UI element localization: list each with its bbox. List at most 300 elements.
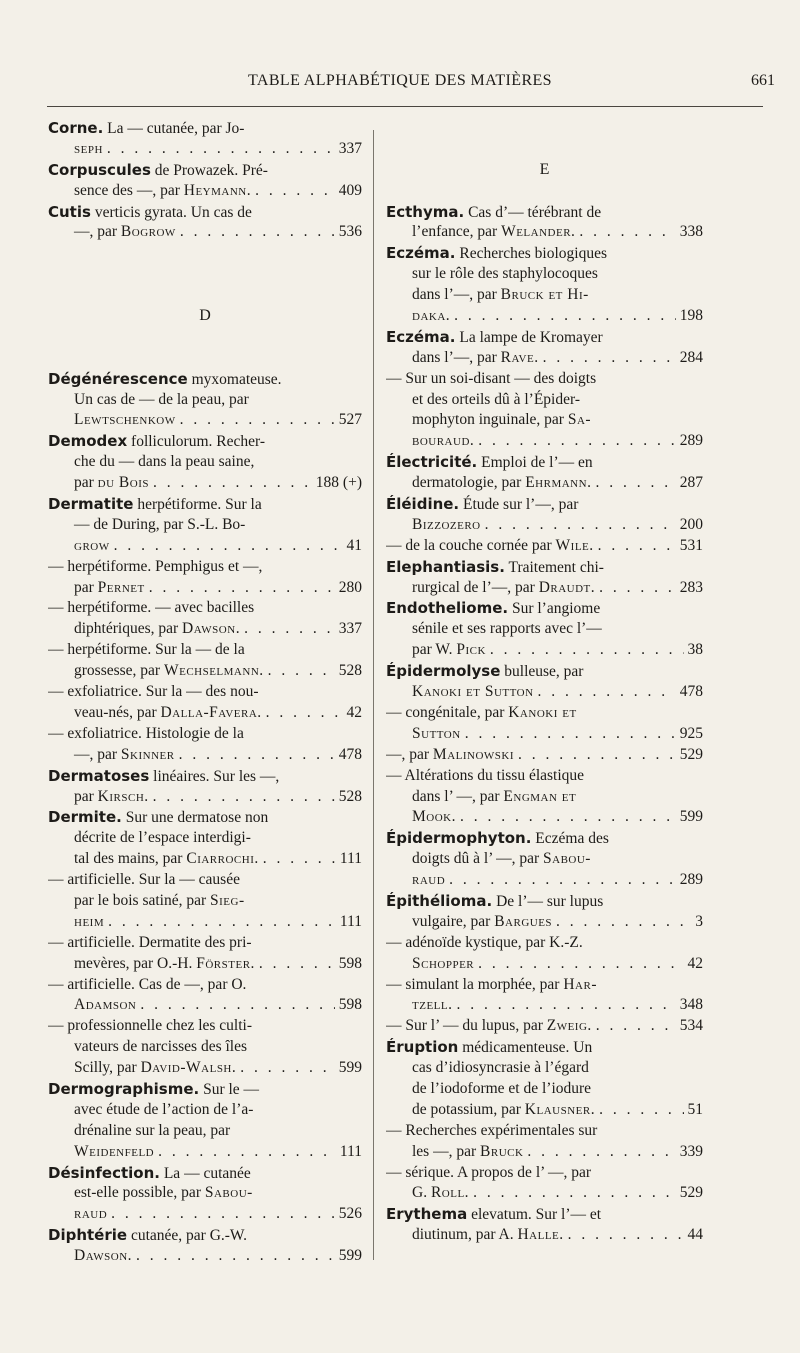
- index-entry: [386, 452, 703, 494]
- entry-body-text: linéaires. Sur les —,: [149, 767, 280, 785]
- dot-leader: [595, 473, 675, 494]
- entry-line: [386, 306, 703, 327]
- index-entry: [386, 598, 703, 661]
- entry-page-number: 599: [338, 1247, 362, 1265]
- entry-text: [48, 1225, 247, 1246]
- section-gap: [386, 118, 703, 139]
- entry-text: [412, 348, 539, 369]
- entry-text: [48, 640, 245, 661]
- entry-body-text: dans l’ —, par: [412, 787, 504, 805]
- entry-line: [386, 1142, 703, 1163]
- entry-line: [48, 787, 362, 808]
- entry-body-text: myxomateuse.: [187, 370, 282, 388]
- entry-author: Kanoki et Sutton: [412, 683, 534, 701]
- entry-page-number: 188 (+): [315, 474, 362, 492]
- entry-body-text: par: [74, 474, 98, 492]
- index-entry: [386, 1037, 703, 1121]
- index-entry: [48, 160, 362, 202]
- entry-headword: Ecthyma.: [386, 202, 465, 221]
- index-entry: [48, 1225, 362, 1267]
- entry-headword: Épidermophyton.: [386, 829, 532, 848]
- dot-leader: [263, 849, 336, 870]
- entry-line: [48, 536, 362, 557]
- entry-text: [412, 431, 474, 452]
- dot-leader: [478, 954, 683, 975]
- entry-body-text: l’enfance, par: [412, 223, 502, 241]
- entry-text: [412, 473, 591, 494]
- entry-page-number: 337: [338, 139, 362, 157]
- entry-body-text: — artificielle. Cas de —, par O.: [48, 975, 247, 993]
- entry-line: [386, 348, 703, 369]
- entry-page-number: 111: [339, 912, 362, 930]
- entry-page-number: 111: [339, 850, 362, 868]
- index-entry: [386, 1121, 703, 1163]
- right-entries: [386, 202, 703, 1247]
- entry-body-text: elevatum. Sur l’— et: [467, 1206, 602, 1224]
- entry-line: [386, 703, 703, 724]
- dot-leader: [579, 222, 675, 243]
- entry-text: [386, 243, 607, 264]
- index-entry: [48, 682, 362, 724]
- entry-text: [412, 640, 486, 661]
- section-letter-e: E: [539, 160, 550, 178]
- index-entry: [386, 369, 703, 453]
- entry-body-text: par: [74, 578, 98, 596]
- entry-body-text: dans l’—, par: [412, 286, 501, 304]
- entry-page-number: 529: [679, 745, 703, 763]
- entry-text: [386, 1204, 601, 1225]
- entry-body-text: Sur une dermatose non: [121, 809, 269, 827]
- dot-leader: [460, 807, 676, 828]
- entry-text: [48, 598, 254, 619]
- entry-text: [386, 327, 603, 348]
- header-rule: [47, 106, 763, 107]
- left-column: [48, 118, 362, 1267]
- entry-author: Lewtschenkow: [74, 411, 176, 429]
- index-entry: [48, 557, 362, 599]
- entry-text: [74, 390, 249, 411]
- entry-text: [412, 954, 474, 975]
- entry-body-text: de l’iodoforme et de l’iodure: [412, 1079, 592, 1097]
- entry-line: [386, 431, 703, 452]
- entry-author: grow: [74, 536, 110, 554]
- entry-body-text: cutanée, par G.-W.: [127, 1227, 248, 1245]
- entry-text: [74, 1204, 107, 1225]
- dot-leader: [108, 912, 336, 933]
- entry-body-text: che du — dans la peau saine,: [74, 453, 255, 471]
- entry-body-text: herpétiforme. Sur la: [133, 496, 262, 514]
- entry-body-text: La lampe de Kromayer: [455, 328, 603, 346]
- dot-leader: [255, 181, 335, 202]
- index-entry: [48, 933, 362, 975]
- entry-body-text: grossesse, par: [74, 662, 164, 680]
- entry-body-text: Étude sur l’—, par: [459, 496, 579, 514]
- entry-text: [386, 933, 583, 954]
- dot-leader: [111, 1204, 335, 1225]
- entry-author: Ehrmann.: [525, 474, 592, 492]
- entry-text: [386, 828, 609, 849]
- entry-body-text: folliculorum. Recher-: [127, 433, 266, 451]
- entry-page-number: 44: [687, 1226, 703, 1244]
- left-entries-top: [48, 118, 362, 243]
- entry-headword: Épithélioma.: [386, 891, 493, 910]
- section-gap: [48, 264, 362, 285]
- dot-leader: [259, 954, 335, 975]
- entry-line: [386, 390, 703, 411]
- entry-line: [386, 975, 703, 996]
- running-title: TABLE ALPHABÉTIQUE DES MATIÈRES: [247, 72, 552, 89]
- entry-text: [74, 452, 254, 473]
- section-gap: [48, 243, 362, 264]
- entry-body-text: de potassium, par: [412, 1100, 525, 1118]
- entry-body-text: Un cas de — de la peau, par: [74, 390, 249, 408]
- entry-line: [48, 954, 362, 975]
- entry-page-number: 284: [679, 348, 703, 366]
- entry-line: [386, 745, 703, 766]
- entry-line: [386, 578, 703, 599]
- entry-line: [48, 410, 362, 431]
- entry-body-text: dans l’—, par: [412, 348, 501, 366]
- entry-line: [48, 557, 362, 578]
- entry-body-text: tal des mains, par: [74, 850, 187, 868]
- entry-body-text: — exfoliatrice. Histologie de la: [48, 724, 244, 742]
- entry-body-text: par: [74, 787, 98, 805]
- dot-leader: [158, 1142, 336, 1163]
- dot-leader: [599, 1100, 683, 1121]
- entry-line: [48, 1204, 362, 1225]
- entry-text: [48, 118, 244, 139]
- index-entry: [386, 828, 703, 891]
- entry-page-number: 348: [679, 996, 703, 1014]
- entry-text: [74, 1183, 253, 1204]
- entry-headword: Endotheliome.: [386, 599, 509, 618]
- entry-author: tzell.: [412, 996, 453, 1014]
- entry-page-number: 536: [338, 223, 362, 241]
- entry-body-text: La — cutanée, par Jo-: [103, 120, 245, 137]
- entry-line: [386, 369, 703, 390]
- entry-line: [48, 1246, 362, 1267]
- entry-body-text: — herpétiforme. — avec bacilles: [48, 599, 255, 617]
- entry-headword: Erythema: [386, 1205, 468, 1224]
- entry-text: [412, 870, 445, 891]
- entry-body-text: Sur l’angiome: [508, 600, 601, 618]
- entry-text: [74, 891, 245, 912]
- entry-body-text: vulgaire, par: [412, 912, 495, 930]
- entry-page-number: 38: [687, 641, 703, 659]
- entry-line: [386, 1016, 703, 1037]
- entry-author: Sieg-: [210, 891, 245, 909]
- entry-page-number: 598: [338, 996, 362, 1014]
- entry-line: [48, 661, 362, 682]
- entry-author: Skinner: [120, 745, 175, 763]
- section-gap: [386, 139, 703, 160]
- entry-text: [74, 222, 176, 243]
- entry-body-text: bulleuse, par: [500, 663, 584, 681]
- entry-text: [386, 452, 593, 473]
- entry-text: [412, 578, 595, 599]
- entry-text: [412, 724, 461, 745]
- entry-text: [48, 494, 262, 515]
- entry-headword: Désinfection.: [48, 1163, 160, 1182]
- entry-author: Heymann.: [183, 181, 252, 199]
- entry-headword: Éléidine.: [386, 495, 460, 514]
- index-entry: [386, 703, 703, 745]
- entry-author: daka.: [412, 307, 451, 325]
- entry-text: [412, 787, 576, 808]
- entry-text: [74, 473, 149, 494]
- entry-body-text: — de During, par S.-L. Bo-: [74, 515, 246, 533]
- entry-line: [386, 1079, 703, 1100]
- entry-text: [386, 202, 601, 223]
- entry-text: [48, 431, 265, 452]
- page-header: [0, 0, 800, 112]
- entry-line: [386, 557, 703, 578]
- entry-line: [48, 619, 362, 640]
- entry-line: [386, 536, 703, 557]
- entry-text: [74, 536, 110, 557]
- entry-author: bouraud.: [412, 432, 475, 450]
- entry-line: [386, 473, 703, 494]
- entry-author: Schopper: [412, 954, 475, 972]
- dot-leader: [179, 745, 335, 766]
- entry-author: Bargues: [494, 912, 553, 930]
- entry-body-text: verticis gyrata. Un cas de: [90, 203, 252, 221]
- dot-leader: [598, 536, 676, 557]
- entry-headword: Dermatoses: [48, 766, 150, 785]
- entry-text: [386, 1163, 591, 1184]
- dot-leader: [568, 1225, 684, 1246]
- entry-body-text: — de la couche cornée par: [386, 536, 556, 554]
- entry-line: [48, 1142, 362, 1163]
- entry-author: Dalla-Favera.: [160, 703, 262, 721]
- entry-body-text: Cas d’— térébrant de: [464, 203, 602, 221]
- entry-author: Wechselmann.: [163, 662, 264, 680]
- entry-page-number: 42: [346, 703, 362, 721]
- entry-headword: Corne.: [48, 119, 104, 137]
- dot-leader: [527, 1142, 675, 1163]
- entry-text: [386, 1121, 597, 1142]
- dot-leader: [556, 912, 691, 933]
- entry-page-number: 531: [679, 536, 703, 554]
- entry-body-text: avec étude de l’action de l’a-: [74, 1100, 254, 1118]
- entry-line: [48, 1016, 362, 1037]
- entry-body-text: décrite de l’espace interdigi-: [74, 829, 251, 847]
- entry-body-text: — herpétiforme. Pemphigus et —,: [48, 557, 263, 575]
- dot-leader: [140, 995, 334, 1016]
- entry-author: Malinowski: [432, 745, 515, 763]
- entry-headword: Diphtérie: [48, 1226, 128, 1245]
- entry-body-text: sénile et ses rapports avec l’—: [412, 620, 602, 638]
- entry-text: [48, 1163, 251, 1184]
- index-entry: [48, 1016, 362, 1079]
- dot-leader: [456, 995, 675, 1016]
- entry-author: Bruck: [480, 1142, 524, 1160]
- entry-text: [74, 619, 240, 640]
- entry-body-text: Emploi de l’— en: [477, 454, 593, 472]
- entry-line: [386, 515, 703, 536]
- entry-line: [386, 891, 703, 912]
- entry-line: [48, 139, 362, 160]
- entry-body-text: — Altérations du tissu élastique: [386, 766, 585, 784]
- entry-page-number: 3: [695, 912, 703, 930]
- index-entry: [386, 933, 703, 975]
- dot-leader: [485, 515, 676, 536]
- entry-page-number: 529: [679, 1184, 703, 1202]
- entry-text: [412, 1142, 523, 1163]
- entry-author: Sabou-: [204, 1184, 253, 1202]
- entry-body-text: —, par: [74, 745, 121, 763]
- entry-author: raud: [74, 1205, 108, 1223]
- entry-text: [386, 598, 600, 619]
- entry-text: [412, 264, 598, 285]
- entry-author: Welander.: [501, 223, 576, 241]
- dot-leader: [149, 578, 335, 599]
- entry-text: [48, 557, 262, 578]
- entry-text: [412, 390, 580, 411]
- entry-author: Engman et: [503, 787, 577, 805]
- left-entries-bottom: [48, 369, 362, 1267]
- index-entry: [386, 975, 703, 1017]
- index-entry: [386, 766, 703, 829]
- entry-text: [74, 139, 103, 160]
- entry-text: [386, 891, 603, 912]
- entry-line: [386, 598, 703, 619]
- entry-body-text: — congénitale, par: [386, 703, 509, 721]
- index-entry: [48, 369, 362, 432]
- entry-page-number: 478: [338, 745, 362, 763]
- index-entry: [48, 975, 362, 1017]
- section-gap: [386, 181, 703, 202]
- entry-line: [48, 181, 362, 202]
- index-entry: [48, 870, 362, 933]
- entry-page-number: 287: [679, 474, 703, 492]
- entry-author: Ciarrochi.: [186, 850, 259, 868]
- entry-line: [48, 828, 362, 849]
- entry-line: [48, 1037, 362, 1058]
- entry-text: [412, 1183, 469, 1204]
- index-entry: [386, 1163, 703, 1205]
- entry-body-text: mophyton inguinale, par: [412, 411, 568, 429]
- entry-text: [74, 1058, 236, 1079]
- entry-line: [386, 828, 703, 849]
- entry-author: Dawson.: [182, 620, 241, 638]
- entry-body-text: — Sur un soi-disant — des doigts: [386, 369, 597, 387]
- entry-line: [386, 661, 703, 682]
- entry-text: [74, 745, 175, 766]
- entry-line: [386, 1058, 703, 1079]
- index-entry: [48, 202, 362, 244]
- section-gap: [48, 327, 362, 348]
- entry-text: [74, 578, 145, 599]
- right-column: [386, 118, 703, 1246]
- entry-author: Klausner.: [524, 1100, 596, 1118]
- entry-headword: Éruption: [386, 1038, 459, 1057]
- entry-body-text: de Prowazek. Pré-: [150, 161, 268, 179]
- entry-text: [412, 1225, 564, 1246]
- entry-line: [386, 222, 703, 243]
- entry-body-text: mevères, par O.-H.: [74, 954, 197, 972]
- entry-page-number: 337: [338, 620, 362, 638]
- entry-page-number: 925: [679, 724, 703, 742]
- index-entry: [386, 494, 703, 536]
- entry-body-text: — simulant la morphée, par: [386, 975, 564, 993]
- entry-text: [74, 1246, 132, 1267]
- entry-text: [48, 1016, 252, 1037]
- entry-line: [386, 410, 703, 431]
- entry-line: [48, 703, 362, 724]
- entry-body-text: De l’— sur lupus: [492, 892, 604, 910]
- entry-author: Zweig.: [546, 1017, 592, 1035]
- entry-text: [386, 1016, 592, 1037]
- entry-headword: Dermographisme.: [48, 1079, 200, 1098]
- entry-text: [74, 1142, 154, 1163]
- entry-body-text: — herpétiforme. Sur la — de la: [48, 641, 245, 659]
- entry-author: Pernet: [97, 578, 145, 596]
- dot-leader: [599, 578, 676, 599]
- entry-text: [48, 766, 279, 787]
- entry-line: [48, 578, 362, 599]
- entry-headword: Elephantiasis.: [386, 557, 505, 576]
- entry-author: David-Walsh.: [140, 1059, 237, 1077]
- entry-text: [48, 933, 252, 954]
- entry-author: Bogrow: [120, 223, 176, 241]
- section-letter-d: D: [199, 307, 211, 325]
- index-entry: [386, 557, 703, 599]
- entry-author: Halle.: [517, 1226, 564, 1244]
- entry-text: [74, 828, 251, 849]
- entry-page-number: 42: [687, 954, 703, 972]
- dot-leader: [543, 348, 676, 369]
- entry-body-text: vateurs de narcisses des îles: [74, 1038, 248, 1056]
- entry-line: [386, 1204, 703, 1225]
- index-entry: [48, 724, 362, 766]
- entry-headword: Dégénérescence: [48, 369, 188, 388]
- entry-text: [74, 181, 251, 202]
- dot-leader: [465, 724, 676, 745]
- entry-line: [48, 682, 362, 703]
- entry-body-text: et des orteils dû à l’Épider-: [412, 390, 580, 408]
- entry-page-number: 528: [338, 787, 362, 805]
- entry-line: [386, 494, 703, 515]
- entry-page-number: 289: [679, 432, 703, 450]
- entry-line: [48, 1163, 362, 1184]
- entry-author: Weidenfeld: [74, 1142, 155, 1160]
- index-entry: [386, 202, 703, 244]
- entry-body-text: — Sur l’ — du lupus, par: [386, 1017, 547, 1035]
- entry-text: [48, 724, 244, 745]
- entry-page-number: 526: [338, 1205, 362, 1223]
- dot-leader: [473, 1183, 676, 1204]
- entry-text: [386, 745, 514, 766]
- entry-line: [48, 598, 362, 619]
- entry-body-text: — professionnelle chez les culti-: [48, 1017, 253, 1035]
- entry-page-number: 338: [679, 223, 703, 241]
- index-entry: [386, 891, 703, 933]
- entry-line: [48, 515, 362, 536]
- index-entry: [386, 536, 703, 557]
- entry-line: [386, 1100, 703, 1121]
- entry-body-text: Scilly, par: [74, 1059, 141, 1077]
- entry-headword: Eczéma.: [386, 327, 456, 346]
- entry-line: [386, 682, 703, 703]
- entry-line: [48, 933, 362, 954]
- index-entry: [386, 1016, 703, 1037]
- entry-author: Adamson: [74, 996, 137, 1014]
- entry-line: [48, 1225, 362, 1246]
- entry-text: [386, 536, 594, 557]
- entry-text: [412, 222, 575, 243]
- dot-leader: [153, 473, 312, 494]
